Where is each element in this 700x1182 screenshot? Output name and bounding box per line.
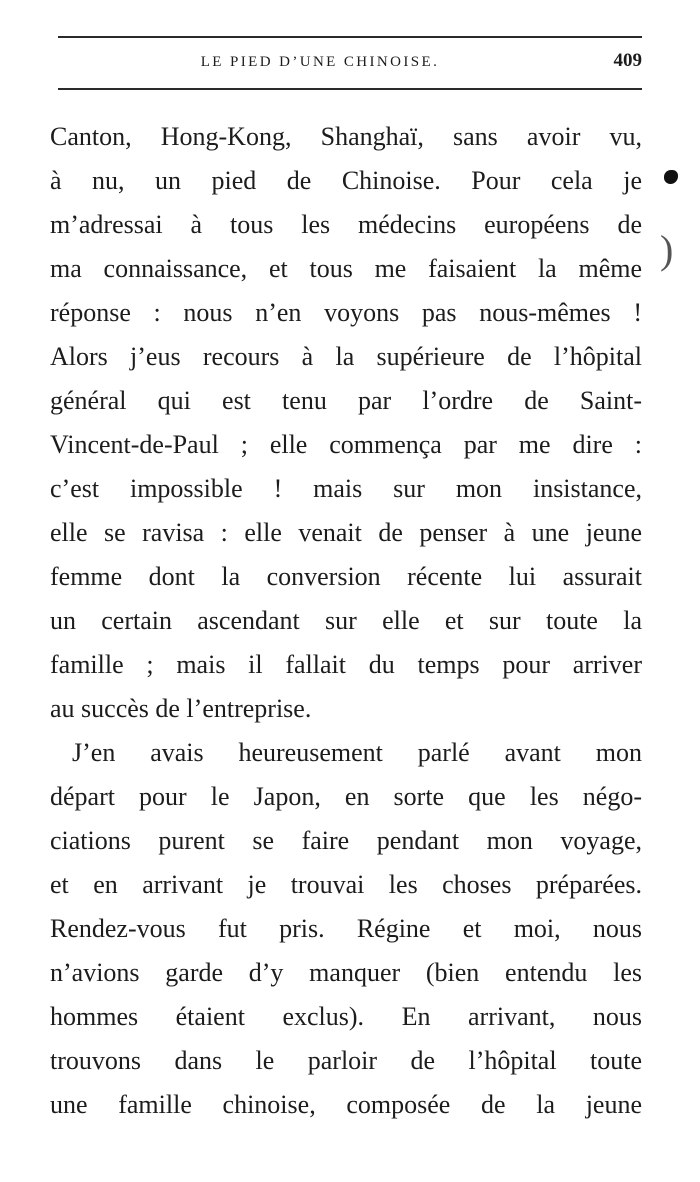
text-line: à nu, un pied de Chinoise. Pour cela je — [50, 166, 642, 195]
text-line: Canton, Hong-Kong, Shanghaï, sans avoir vu, — [50, 122, 642, 151]
text-line: J’en avais heureusement parlé avant mon — [72, 738, 642, 767]
text-line: général qui est tenu par l’ordre de Saint- — [50, 386, 642, 415]
paragraph-1 — [50, 115, 642, 731]
text-line: ciations purent se faire pendant mon voyage, — [50, 826, 642, 855]
ink-blot-mark — [664, 170, 678, 184]
text-line: une famille chinoise, composée de la jeune — [50, 1090, 642, 1119]
text-line: un certain ascendant sur elle et sur toute la — [50, 606, 642, 635]
running-title: LE PIED D’UNE CHINOISE. — [200, 54, 440, 70]
text-line: elle se ravisa : elle venait de penser à une jeune — [50, 518, 642, 547]
text-line: départ pour le Japon, en sorte que les négo- — [50, 782, 642, 811]
text-line: c’est impossible ! mais sur mon insistance, — [50, 474, 642, 503]
text-line: Rendez-vous fut pris. Régine et moi, nous — [50, 914, 642, 943]
text-line: réponse : nous n’en voyons pas nous-mêmes ! — [50, 298, 642, 327]
text-line: m’adressai à tous les médecins européens de — [50, 210, 642, 239]
text-line: Vincent-de-Paul ; elle commença par me dire : — [50, 430, 642, 459]
text-line: n’avions garde d’y manquer (bien entendu les — [50, 958, 642, 987]
text-line: ma connaissance, et tous me faisaient la même — [50, 254, 642, 283]
text-line: Alors j’eus recours à la supérieure de l’hôpital — [50, 342, 642, 371]
text-line: et en arrivant je trouvai les choses préparées. — [50, 870, 642, 899]
header-rule-top — [58, 36, 642, 38]
header-rule-bottom — [58, 88, 642, 90]
text-line: hommes étaient exclus). En arrivant, nous — [50, 1002, 642, 1031]
running-head — [58, 50, 642, 74]
text-line: femme dont la conversion récente lui assurait — [50, 562, 642, 591]
paragraph-2 — [50, 731, 642, 1127]
page-number: 409 — [613, 50, 642, 71]
margin-mark: ) — [660, 227, 674, 272]
text-line: au succès de l’entreprise. — [50, 694, 312, 723]
text-line: trouvons dans le parloir de l’hôpital toute — [50, 1046, 642, 1075]
text-line: famille ; mais il fallait du temps pour arriver — [50, 650, 642, 679]
body-text — [50, 115, 642, 1127]
